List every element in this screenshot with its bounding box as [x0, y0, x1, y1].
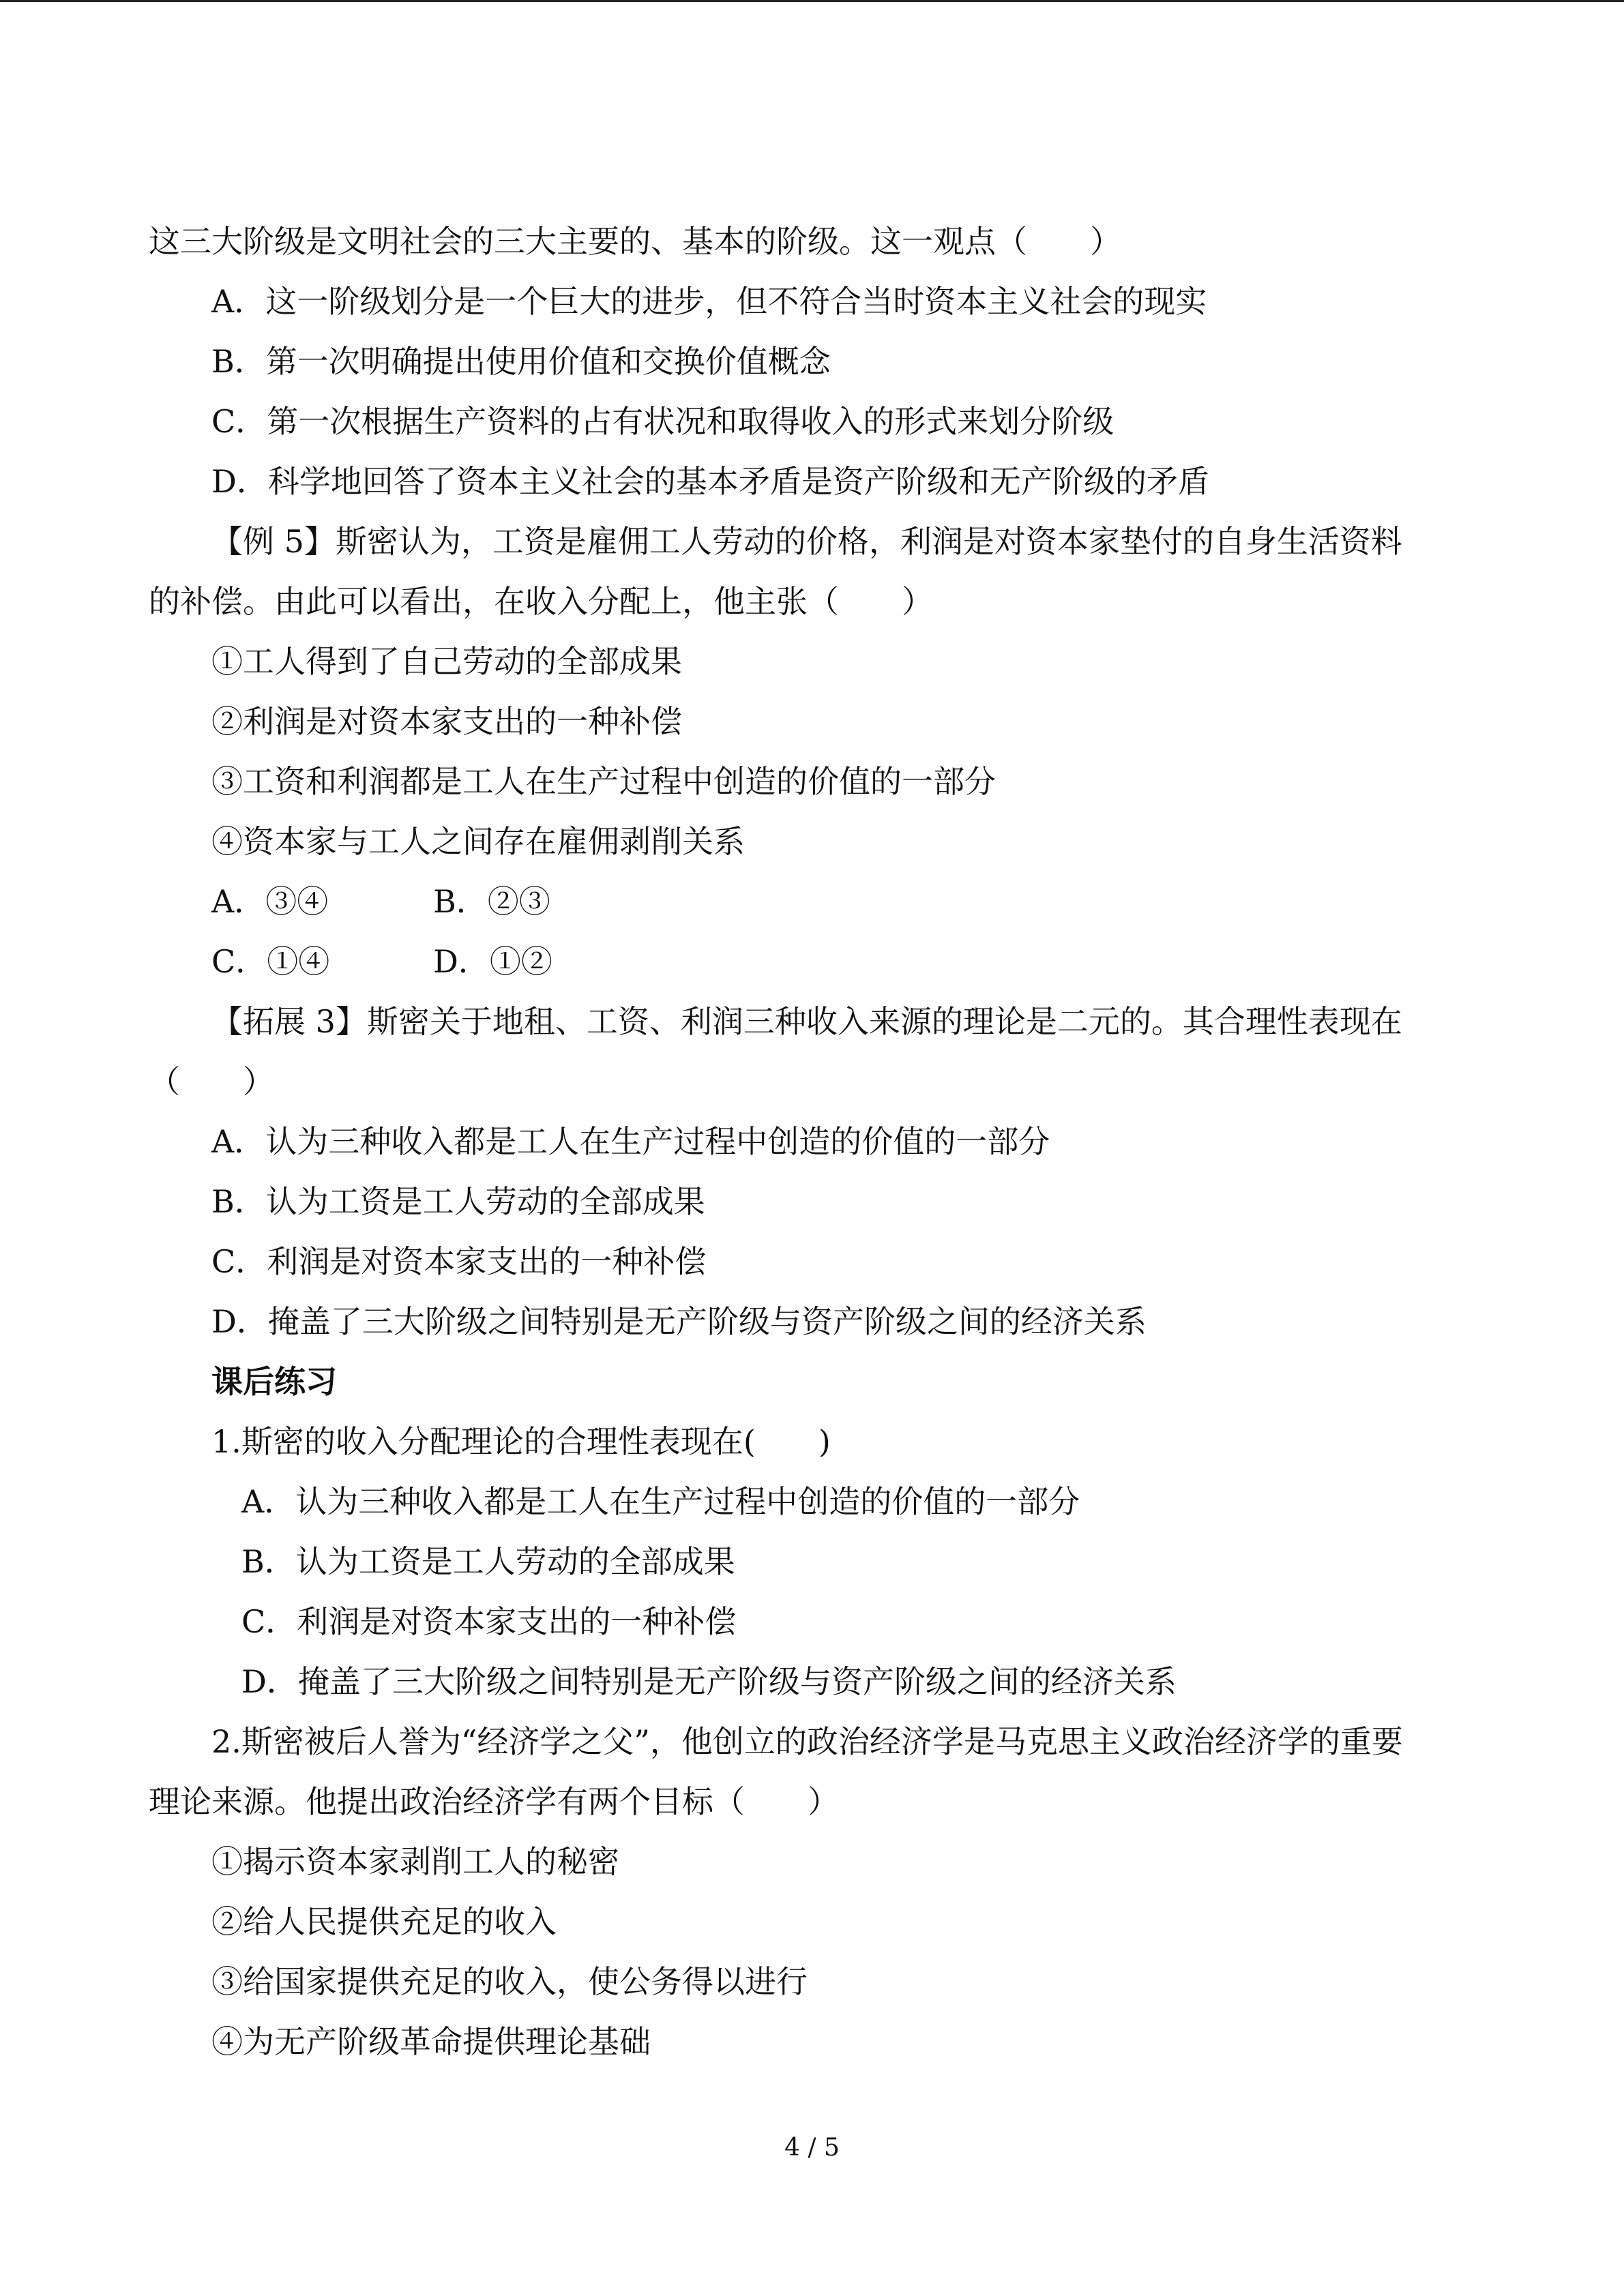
- exercise-2-stem-continued: 理论来源。他提出政治经济学有两个目标（ ）: [149, 1783, 839, 1820]
- statement-4: ④为无产阶级革命提供理论基础: [211, 2023, 651, 2060]
- option-a: A．认为三种收入都是工人在生产过程中创造的价值的一部分: [241, 1483, 1080, 1520]
- option-b: B．认为工资是工人劳动的全部成果: [211, 1183, 705, 1220]
- option-a: A．认为三种收入都是工人在生产过程中创造的价值的一部分: [211, 1123, 1050, 1160]
- top-border-line: [0, 0, 1624, 2]
- document-body: [149, 211, 1486, 2072]
- extension-3-stem: 【拓展 3】斯密关于地租、工资、利润三种收入来源的理论是二元的。其合理性表现在: [211, 1003, 1402, 1040]
- statement-3: ③工资和利润都是工人在生产过程中创造的价值的一部分: [211, 763, 996, 800]
- example-5-stem: 【例 5】斯密认为，工资是雇佣工人劳动的价格，利润是对资本家垫付的自身生活资料: [211, 523, 1402, 560]
- option-c: C．利润是对资本家支出的一种补偿: [211, 1243, 707, 1280]
- options-row-cd: [149, 931, 1486, 992]
- options-row-ab: [149, 871, 1486, 931]
- option-d: D．①②: [433, 943, 552, 980]
- option-c: C．利润是对资本家支出的一种补偿: [241, 1603, 737, 1640]
- option-c: C．第一次根据生产资料的占有状况和取得收入的形式来划分阶级: [211, 403, 1114, 440]
- extension-3-blank: （ ）: [149, 1063, 274, 1100]
- option-b: B．第一次明确提出使用价值和交换价值概念: [211, 343, 831, 380]
- option-d: D．科学地回答了资本主义社会的基本矛盾是资产阶级和无产阶级的矛盾: [211, 463, 1209, 500]
- statement-1: ①工人得到了自己劳动的全部成果: [211, 643, 682, 680]
- section-heading-exercises: 课后练习: [211, 1363, 337, 1400]
- exercise-1-stem: 1.斯密的收入分配理论的合理性表现在( ): [211, 1423, 831, 1460]
- option-a: A．③④: [211, 883, 329, 920]
- page-number: 4 / 5: [784, 2134, 840, 2162]
- option-b: B．认为工资是工人劳动的全部成果: [241, 1543, 735, 1580]
- option-b: B．②③: [433, 883, 550, 920]
- exercise-2-stem: 2.斯密被后人誉为“经济学之父”，他创立的政治经济学是马克思主义政治经济学的重要: [211, 1723, 1403, 1760]
- example-5-stem-continued: 的补偿。由此可以看出，在收入分配上，他主张（ ）: [149, 583, 933, 620]
- statement-4: ④资本家与工人之间存在雇佣剥削关系: [211, 823, 745, 860]
- statement-2: ②给人民提供充足的收入: [211, 1903, 557, 1940]
- question-stem-continued: 这三大阶级是文明社会的三大主要的、基本的阶级。这一观点（ ）: [149, 223, 1121, 260]
- option-d: D．掩盖了三大阶级之间特别是无产阶级与资产阶级之间的经济关系: [241, 1663, 1177, 1700]
- statement-2: ②利润是对资本家支出的一种补偿: [211, 703, 682, 740]
- option-a: A．这一阶级划分是一个巨大的进步，但不符合当时资本主义社会的现实: [211, 283, 1207, 320]
- statement-3: ③给国家提供充足的收入，使公务得以进行: [211, 1963, 808, 2000]
- option-d: D．掩盖了三大阶级之间特别是无产阶级与资产阶级之间的经济关系: [211, 1303, 1147, 1340]
- statement-1: ①揭示资本家剥削工人的秘密: [211, 1843, 619, 1880]
- option-c: C．①④: [211, 943, 330, 980]
